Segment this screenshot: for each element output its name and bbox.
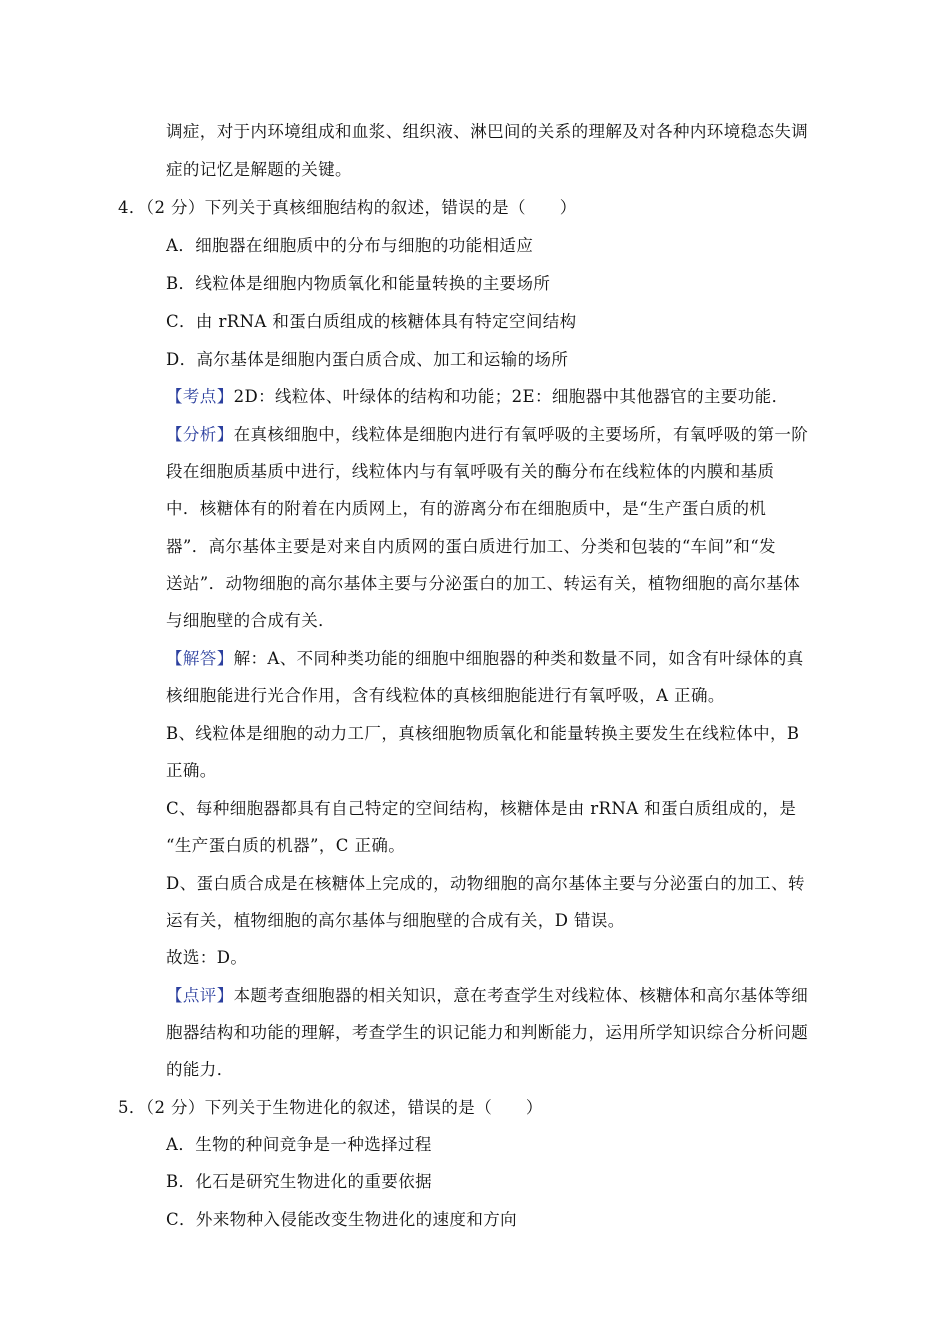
q5-option-a: A．生物的种间竞争是一种选择过程 (166, 1135, 432, 1154)
text-line: 核细胞能进行光合作用，含有线粒体的真核细胞能进行有氧呼吸，A 正确。 (166, 686, 725, 705)
fenxi-tag: 【分析】 (166, 425, 234, 444)
text-line: 调症，对于内环境组成和血浆、组织液、淋巴间的关系的理解及对各种内环境稳态失调 (166, 122, 809, 141)
kaodian-text: 2D：线粒体、叶绿体的结构和功能；2E：细胞器中其他器官的主要功能． (233, 387, 789, 406)
kaodian-line (166, 386, 788, 408)
fenxi-line (166, 424, 808, 446)
text-line: 送站”．动物细胞的高尔基体主要与分泌蛋白的加工、转运有关，植物细胞的高尔基体 (166, 574, 801, 593)
text-line: 的能力． (166, 1060, 234, 1079)
text-line: B、线粒体是细胞的动力工厂，真核细胞物质氧化和能量转换主要发生在线粒体中，B (166, 724, 800, 743)
fenxi-text: 在真核细胞中，线粒体是细胞内进行有氧呼吸的主要场所，有氧呼吸的第一阶 (233, 425, 809, 444)
jieda-line (166, 648, 804, 670)
text-line: 段在细胞质基质中进行，线粒体内与有氧呼吸有关的酶分布在线粒体的内膜和基质 (166, 462, 775, 481)
q4-option-d: D．高尔基体是细胞内蛋白质合成、加工和运输的场所 (166, 350, 569, 369)
question-4-stem: 4．（2 分）下列关于真核细胞结构的叙述，错误的是（ ） (118, 198, 577, 217)
text-line: D、蛋白质合成是在核糖体上完成的，动物细胞的高尔基体主要与分泌蛋白的加工、转 (166, 874, 805, 893)
q4-option-b: B．线粒体是细胞内物质氧化和能量转换的主要场所 (166, 274, 551, 293)
q5-option-b: B．化石是研究生物进化的重要依据 (166, 1172, 433, 1191)
text-line: 症的记忆是解题的关键。 (166, 160, 352, 179)
text-line: 中．核糖体有的附着在内质网上，有的游离分布在细胞质中，是“生产蛋白质的机 (166, 499, 767, 518)
q4-option-a: A．细胞器在细胞质中的分布与细胞的功能相适应 (166, 236, 534, 255)
dianping-text: 本题考查细胞器的相关知识，意在考查学生对线粒体、核糖体和高尔基体等细 (233, 986, 809, 1005)
question-5-stem: 5．（2 分）下列关于生物进化的叙述，错误的是（ ） (118, 1098, 543, 1117)
text-line: “生产蛋白质的机器”，C 正确。 (166, 836, 406, 855)
jieda-text: 解：A、不同种类功能的细胞中细胞器的种类和数量不同，如含有叶绿体的真 (233, 649, 804, 668)
jieda-tag: 【解答】 (166, 649, 234, 668)
dianping-line (166, 985, 808, 1007)
text-line: C、每种细胞器都具有自己特定的空间结构，核糖体是由 rRNA 和蛋白质组成的，是 (166, 799, 797, 818)
text-line: 运有关，植物细胞的高尔基体与细胞壁的合成有关，D 错误。 (166, 911, 625, 930)
text-line: 器”．高尔基体主要是对来自内质网的蛋白质进行加工、分类和包装的“车间”和“发 (166, 537, 776, 556)
text-line: 正确。 (166, 761, 217, 780)
text-line: 故选：D。 (166, 948, 248, 967)
kaodian-tag: 【考点】 (166, 387, 234, 406)
dianping-tag: 【点评】 (166, 986, 234, 1005)
text-line: 与细胞壁的合成有关． (166, 611, 335, 630)
text-line: 胞器结构和功能的理解，考查学生的识记能力和判断能力，运用所学知识综合分析问题 (166, 1023, 809, 1042)
q5-option-c: C．外来物种入侵能改变生物进化的速度和方向 (166, 1210, 518, 1229)
q4-option-c: C．由 rRNA 和蛋白质组成的核糖体具有特定空间结构 (166, 312, 577, 331)
